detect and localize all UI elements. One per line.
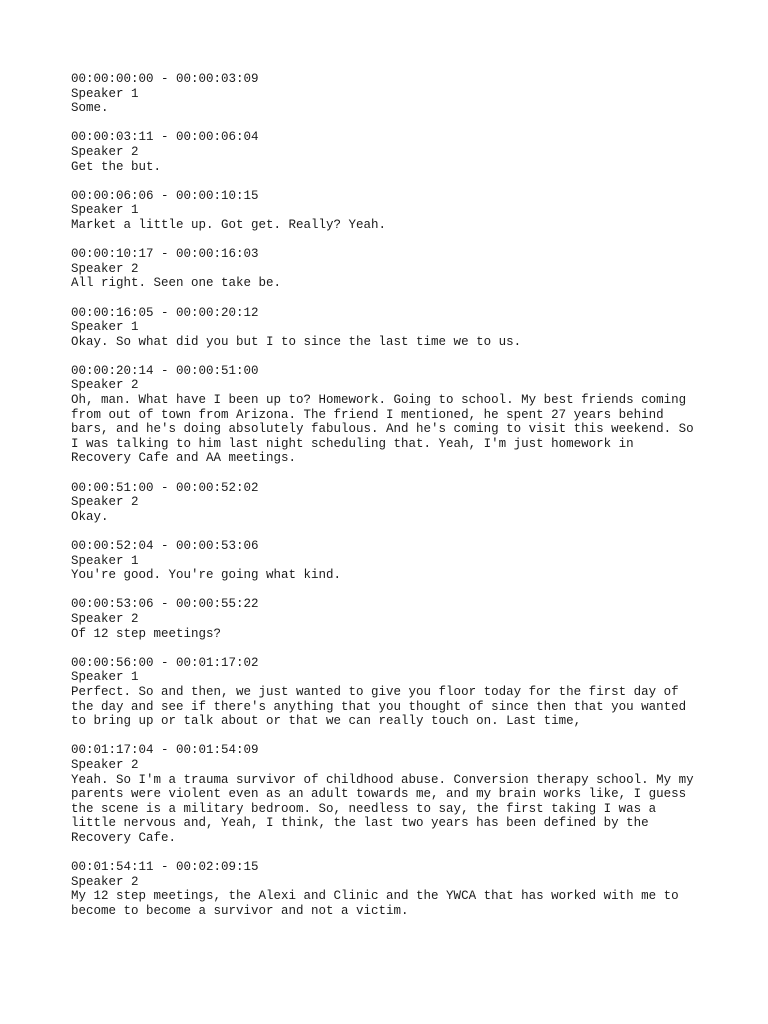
speaker-label: Speaker 1 <box>71 670 139 685</box>
utterance-line: Get the but. <box>71 159 162 174</box>
utterance-line: to bring up or talk about or that we can really touch on. Last time, <box>71 714 582 729</box>
speaker-label: Speaker 2 <box>71 874 139 889</box>
transcript-entry <box>71 130 711 174</box>
speaker-label: Speaker 1 <box>71 203 139 218</box>
utterance-line: Recovery Cafe and AA meetings. <box>71 451 297 466</box>
utterance-line: All right. Seen one take be. <box>71 276 282 291</box>
transcript-entry <box>71 247 711 291</box>
speaker-label: Speaker 2 <box>71 495 139 510</box>
utterance-line: the scene is a military bedroom. So, needless to say, the first taking I was a <box>71 801 657 816</box>
timestamp: 00:00:03:11 - 00:00:06:04 <box>71 130 259 145</box>
utterance-line: parents were violent even as an adult towards me, and my brain works like, I guess <box>71 787 687 802</box>
timestamp: 00:01:54:11 - 00:02:09:15 <box>71 860 259 875</box>
transcript-entry <box>71 481 711 525</box>
utterance-line: My 12 step meetings, the Alexi and Clinic and the YWCA that has worked with me to <box>71 889 679 904</box>
timestamp: 00:00:20:14 - 00:00:51:00 <box>71 363 259 378</box>
speaker-label: Speaker 2 <box>71 757 139 772</box>
utterance-line: Market a little up. Got get. Really? Yeah. <box>71 217 387 232</box>
transcript-entry <box>71 656 711 729</box>
utterance-line: bars, and he's doing absolutely fabulous. And he's coming to visit this weekend. So <box>71 422 694 437</box>
speaker-label: Speaker 1 <box>71 86 139 101</box>
utterance-line: Okay. So what did you but I to since the last time we to us. <box>71 334 522 349</box>
speaker-label: Speaker 2 <box>71 611 139 626</box>
utterance-line: Yeah. So I'm a trauma survivor of childhood abuse. Conversion therapy school. My my <box>71 772 694 787</box>
utterance-line: little nervous and, Yeah, I think, the last two years has been defined by the <box>71 816 649 831</box>
timestamp: 00:00:52:04 - 00:00:53:06 <box>71 539 259 553</box>
utterance-line: the day and see if there's anything that you thought of since then that you wanted <box>71 699 687 714</box>
transcript-entry <box>71 364 711 466</box>
timestamp: 00:00:06:06 - 00:00:10:15 <box>71 188 259 203</box>
transcript-entry <box>71 189 711 233</box>
utterance-line: Of 12 step meetings? <box>71 626 222 641</box>
utterance-line: You're good. You're going what kind. <box>71 568 342 583</box>
timestamp: 00:00:56:00 - 00:01:17:02 <box>71 655 259 670</box>
transcript-entry <box>71 539 711 583</box>
speaker-label: Speaker 2 <box>71 144 139 159</box>
speaker-label: Speaker 1 <box>71 553 139 568</box>
timestamp: 00:00:00:00 - 00:00:03:09 <box>71 72 259 86</box>
speaker-label: Speaker 1 <box>71 320 139 335</box>
speaker-label: Speaker 2 <box>71 378 139 393</box>
utterance-line: Oh, man. What have I been up to? Homework. Going to school. My best friends coming <box>71 393 687 408</box>
transcript-entry <box>71 743 711 845</box>
utterance-line: from out of town from Arizona. The friend I mentioned, he spent 27 years behind <box>71 407 664 422</box>
timestamp: 00:00:51:00 - 00:00:52:02 <box>71 480 259 495</box>
speaker-label: Speaker 2 <box>71 261 139 276</box>
utterance-line: Some. <box>71 101 109 116</box>
utterance-line: I was talking to him last night scheduling that. Yeah, I'm just homework in <box>71 436 634 451</box>
timestamp: 00:01:17:04 - 00:01:54:09 <box>71 743 259 758</box>
utterance-line: Okay. <box>71 509 109 524</box>
utterance-line: Perfect. So and then, we just wanted to give you floor today for the first day of <box>71 684 679 699</box>
transcript-entry <box>71 72 711 116</box>
utterance-line: become to become a survivor and not a victim. <box>71 903 409 918</box>
transcript-entry <box>71 860 711 918</box>
timestamp: 00:00:53:06 - 00:00:55:22 <box>71 597 259 612</box>
transcript-entry <box>71 597 711 641</box>
transcript-entry <box>71 306 711 350</box>
timestamp: 00:00:10:17 - 00:00:16:03 <box>71 247 259 262</box>
timestamp: 00:00:16:05 - 00:00:20:12 <box>71 305 259 320</box>
transcript-page <box>71 72 711 933</box>
utterance-line: Recovery Cafe. <box>71 830 177 845</box>
